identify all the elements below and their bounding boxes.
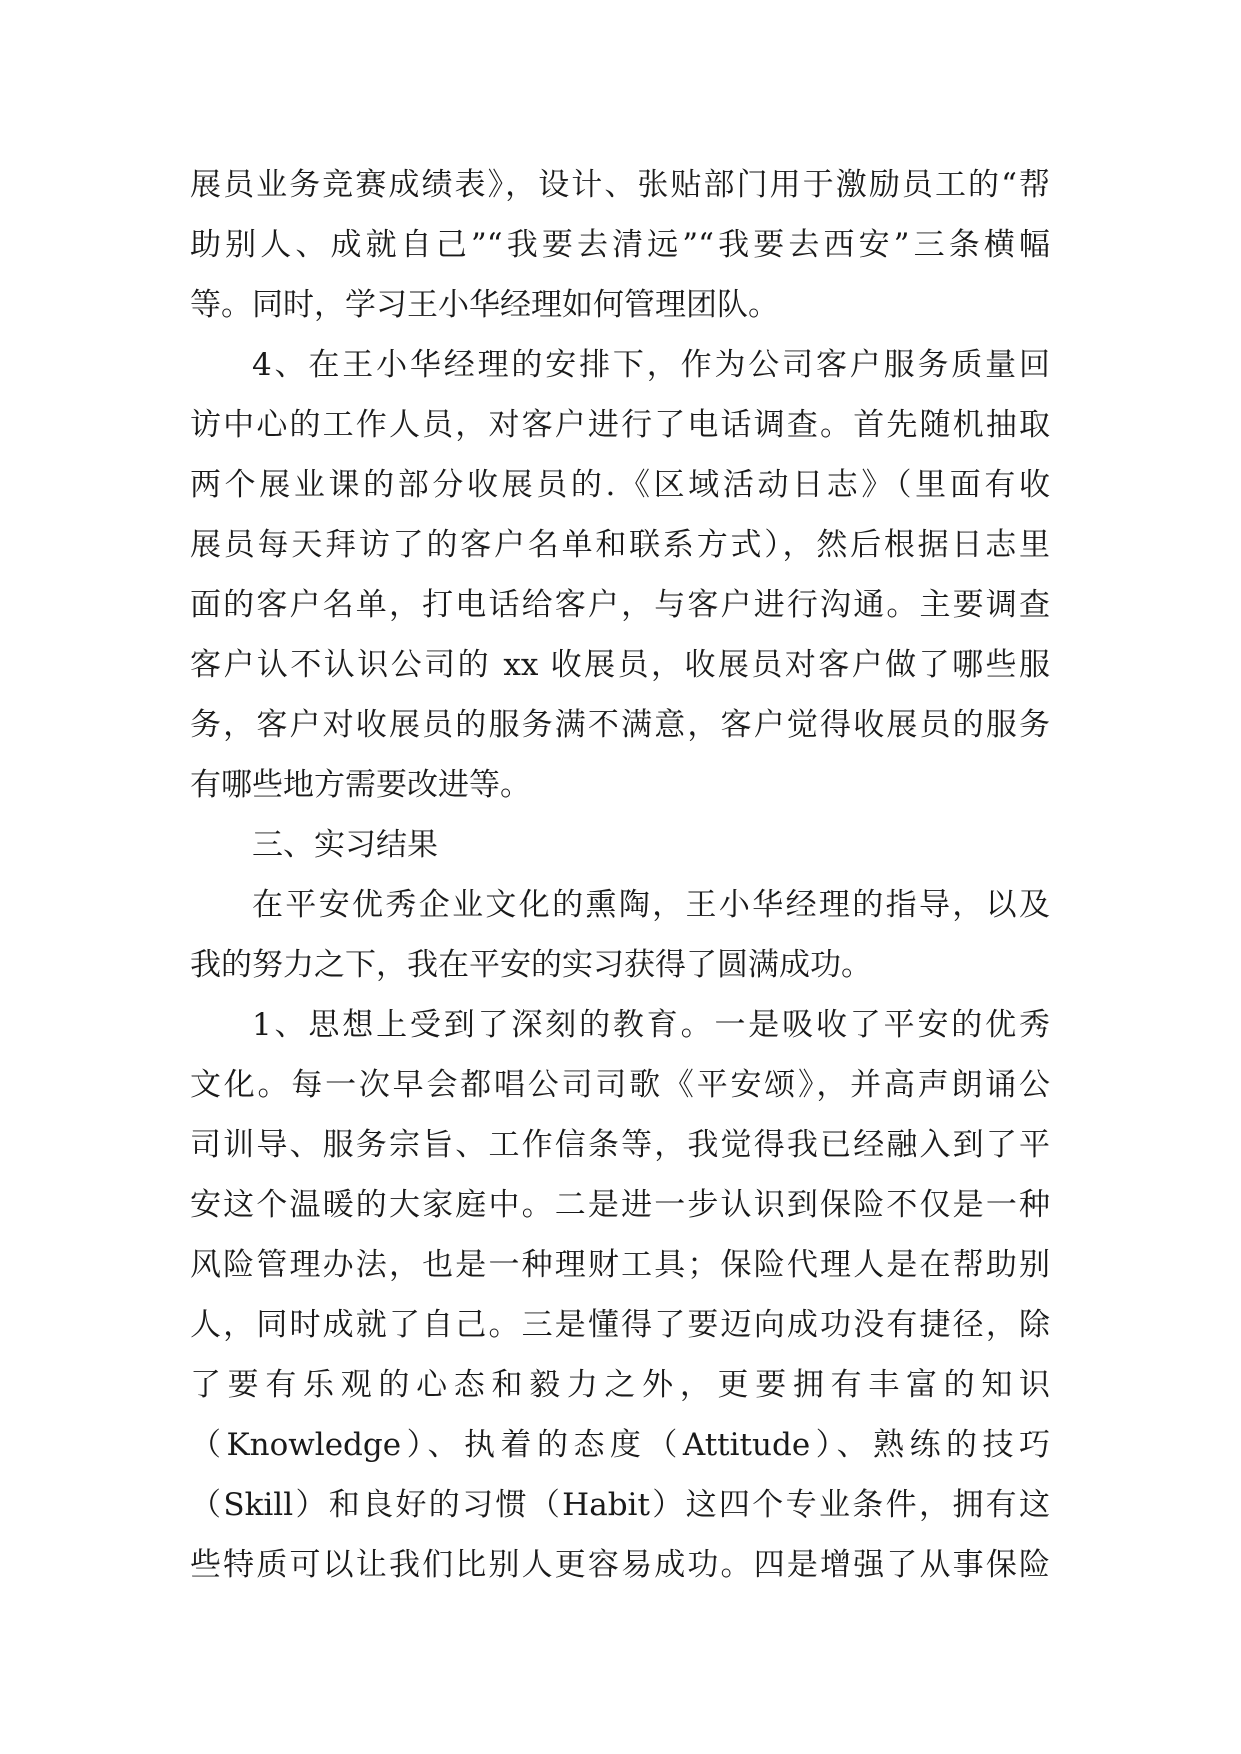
document-body: [190, 155, 1050, 1595]
section-heading: 三、实习结果: [252, 827, 438, 863]
text-line: （Skill）和良好的习惯（Habit）这四个专业条件，拥有这: [190, 1487, 1050, 1523]
text-line: 了要有乐观的心态和毅力之外，更要拥有丰富的知识: [190, 1367, 1050, 1403]
text-line: 面的客户名单，打电话给客户，与客户进行沟通。主要调查: [190, 587, 1050, 623]
text-line: 风险管理办法，也是一种理财工具；保险代理人是在帮助别: [190, 1247, 1050, 1283]
text-line: 两个展业课的部分收展员的.《区域活动日志》（里面有收: [190, 467, 1050, 503]
text-line: 展员业务竞赛成绩表》，设计、张贴部门用于激励员工的“帮: [190, 167, 1050, 203]
text-line: 些特质可以让我们比别人更容易成功。四是增强了从事保险: [190, 1547, 1050, 1583]
text-line: 安这个温暖的大家庭中。二是进一步认识到保险不仅是一种: [190, 1187, 1050, 1223]
text-line: 我的努力之下，我在平安的实习获得了圆满成功。: [190, 947, 872, 983]
text-line: 有哪些地方需要改进等。: [190, 767, 531, 803]
text-line: 文化。每一次早会都唱公司司歌《平安颂》，并高声朗诵公: [190, 1067, 1050, 1103]
text-line: （Knowledge）、执着的态度（Attitude）、熟练的技巧: [190, 1427, 1050, 1463]
text-line: 等。同时，学习王小华经理如何管理团队。: [190, 287, 779, 323]
text-line: 司训导、服务宗旨、工作信条等，我觉得我已经融入到了平: [190, 1127, 1050, 1163]
paragraph-start-line: 在平安优秀企业文化的熏陶，王小华经理的指导，以及: [252, 887, 1050, 923]
text-line: 助别人、成就自己”“我要去清远”“我要去西安”三条横幅: [190, 227, 1050, 263]
text-line: 客户认不认识公司的 xx 收展员，收展员对客户做了哪些服: [190, 647, 1050, 683]
text-line: 展员每天拜访了的客户名单和联系方式），然后根据日志里: [190, 527, 1050, 563]
paragraph-start-line: 1、思想上受到了深刻的教育。一是吸收了平安的优秀: [252, 1007, 1050, 1043]
text-line: 务，客户对收展员的服务满不满意，客户觉得收展员的服务: [190, 707, 1050, 743]
text-line: 人，同时成就了自己。三是懂得了要迈向成功没有捷径，除: [190, 1307, 1050, 1343]
paragraph-start-line: 4、在王小华经理的安排下，作为公司客户服务质量回: [252, 347, 1050, 383]
text-line: 访中心的工作人员，对客户进行了电话调查。首先随机抽取: [190, 407, 1050, 443]
